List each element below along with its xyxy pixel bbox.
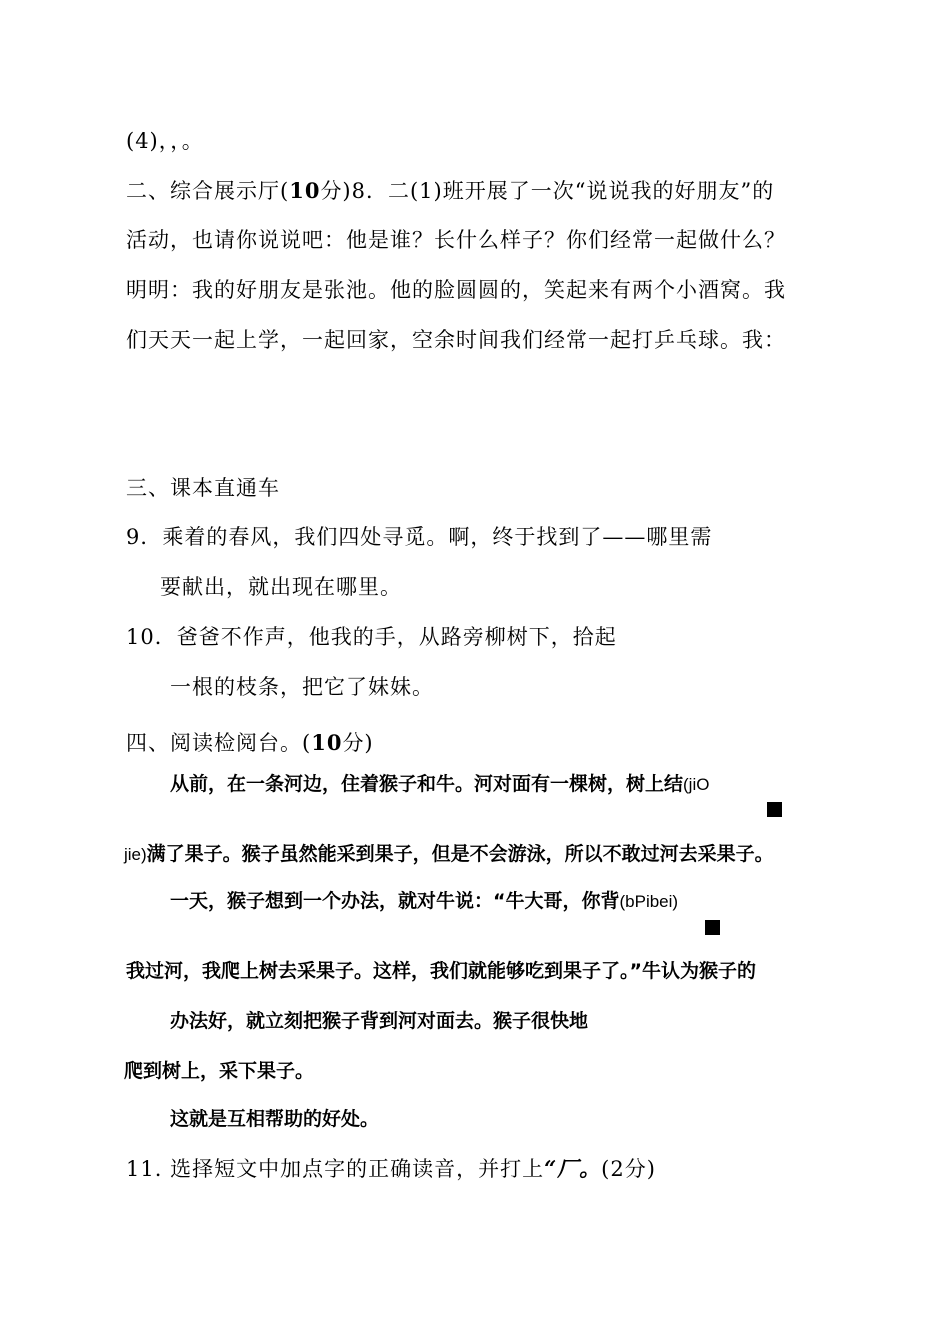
passage-line-6: 爬到树上，采下果子。 <box>124 1060 315 1082</box>
text-line-3: 活动，也请你说说吧：他是谁？长什么样子？你们经常一起做什么？ <box>126 228 786 252</box>
section-3-heading: 三、课本直通车 <box>126 476 280 500</box>
text-line-1: (4)，，。 <box>126 129 204 153</box>
mark-square-1 <box>767 802 782 817</box>
passage-line-4: 我过河，我爬上树去采果子。这样，我们就能够吃到果子了。”牛认为猴子的 <box>126 960 756 982</box>
question-11 <box>126 1158 656 1180</box>
passage-line-3 <box>170 892 678 911</box>
pinyin-option-1-end: jie) <box>124 845 147 864</box>
passage-line-1 <box>170 775 709 794</box>
text-line-5: 们天天一起上学，一起回家，空余时间我们经常一起打乒乓球。我： <box>126 328 786 352</box>
pinyin-option-2: (bPibei) <box>619 892 679 911</box>
passage-line-5: 办法好，就立刻把猴子背到河对面去。猴子很快地 <box>170 1010 589 1032</box>
section-2-heading-post: 分)8．二(1)班开展了一次“说说我的好朋友”的 <box>320 179 775 203</box>
passage-line-2-text: 满了果子。猴子虽然能采到果子，但是不会游泳，所以不敢过河去采果子。 <box>146 843 774 865</box>
question-9-line-2: 要献出，就出现在哪里。 <box>160 575 402 599</box>
section-4-score: 10 <box>311 730 343 755</box>
passage-line-1-text: 从前，在一条河边，住着猴子和牛。河对面有一棵树，树上结 <box>170 773 684 795</box>
text-line-4: 明明：我的好朋友是张池。他的脸圆圆的，笑起来有两个小酒窝。我 <box>126 278 786 302</box>
pinyin-option-1: (jiO <box>683 775 710 794</box>
question-10-line-1: 10．爸爸不作声，他我的手，从路旁柳树下，拾起 <box>126 625 617 649</box>
passage-line-3-text: 一天，猴子想到一个办法，就对牛说：“牛大哥，你背 <box>170 890 620 912</box>
section-4-heading <box>126 732 374 754</box>
passage-line-2 <box>124 845 774 864</box>
question-10-line-2: 一根的枝条，把它了妹妹。 <box>170 675 434 699</box>
section-4-heading-post: 分) <box>342 731 374 755</box>
mark-square-2 <box>705 920 720 935</box>
section-4-heading-pre: 四、阅读检阅台。( <box>126 731 312 755</box>
section-2-heading-pre: 二、综合展示厅( <box>126 179 290 203</box>
section-2-heading <box>126 180 774 202</box>
question-11-post: (2分) <box>601 1157 656 1181</box>
passage-line-7: 这就是互相帮助的好处。 <box>170 1108 380 1130</box>
question-11-mark: “厂。 <box>544 1156 602 1181</box>
question-11-pre: 11. 选择短文中加点字的正确读音，并打上 <box>126 1157 545 1181</box>
question-9-line-1: 9．乘着的春风，我们四处寻觅。啊，终于找到了——哪里需 <box>126 525 713 549</box>
section-2-score: 10 <box>289 178 321 203</box>
